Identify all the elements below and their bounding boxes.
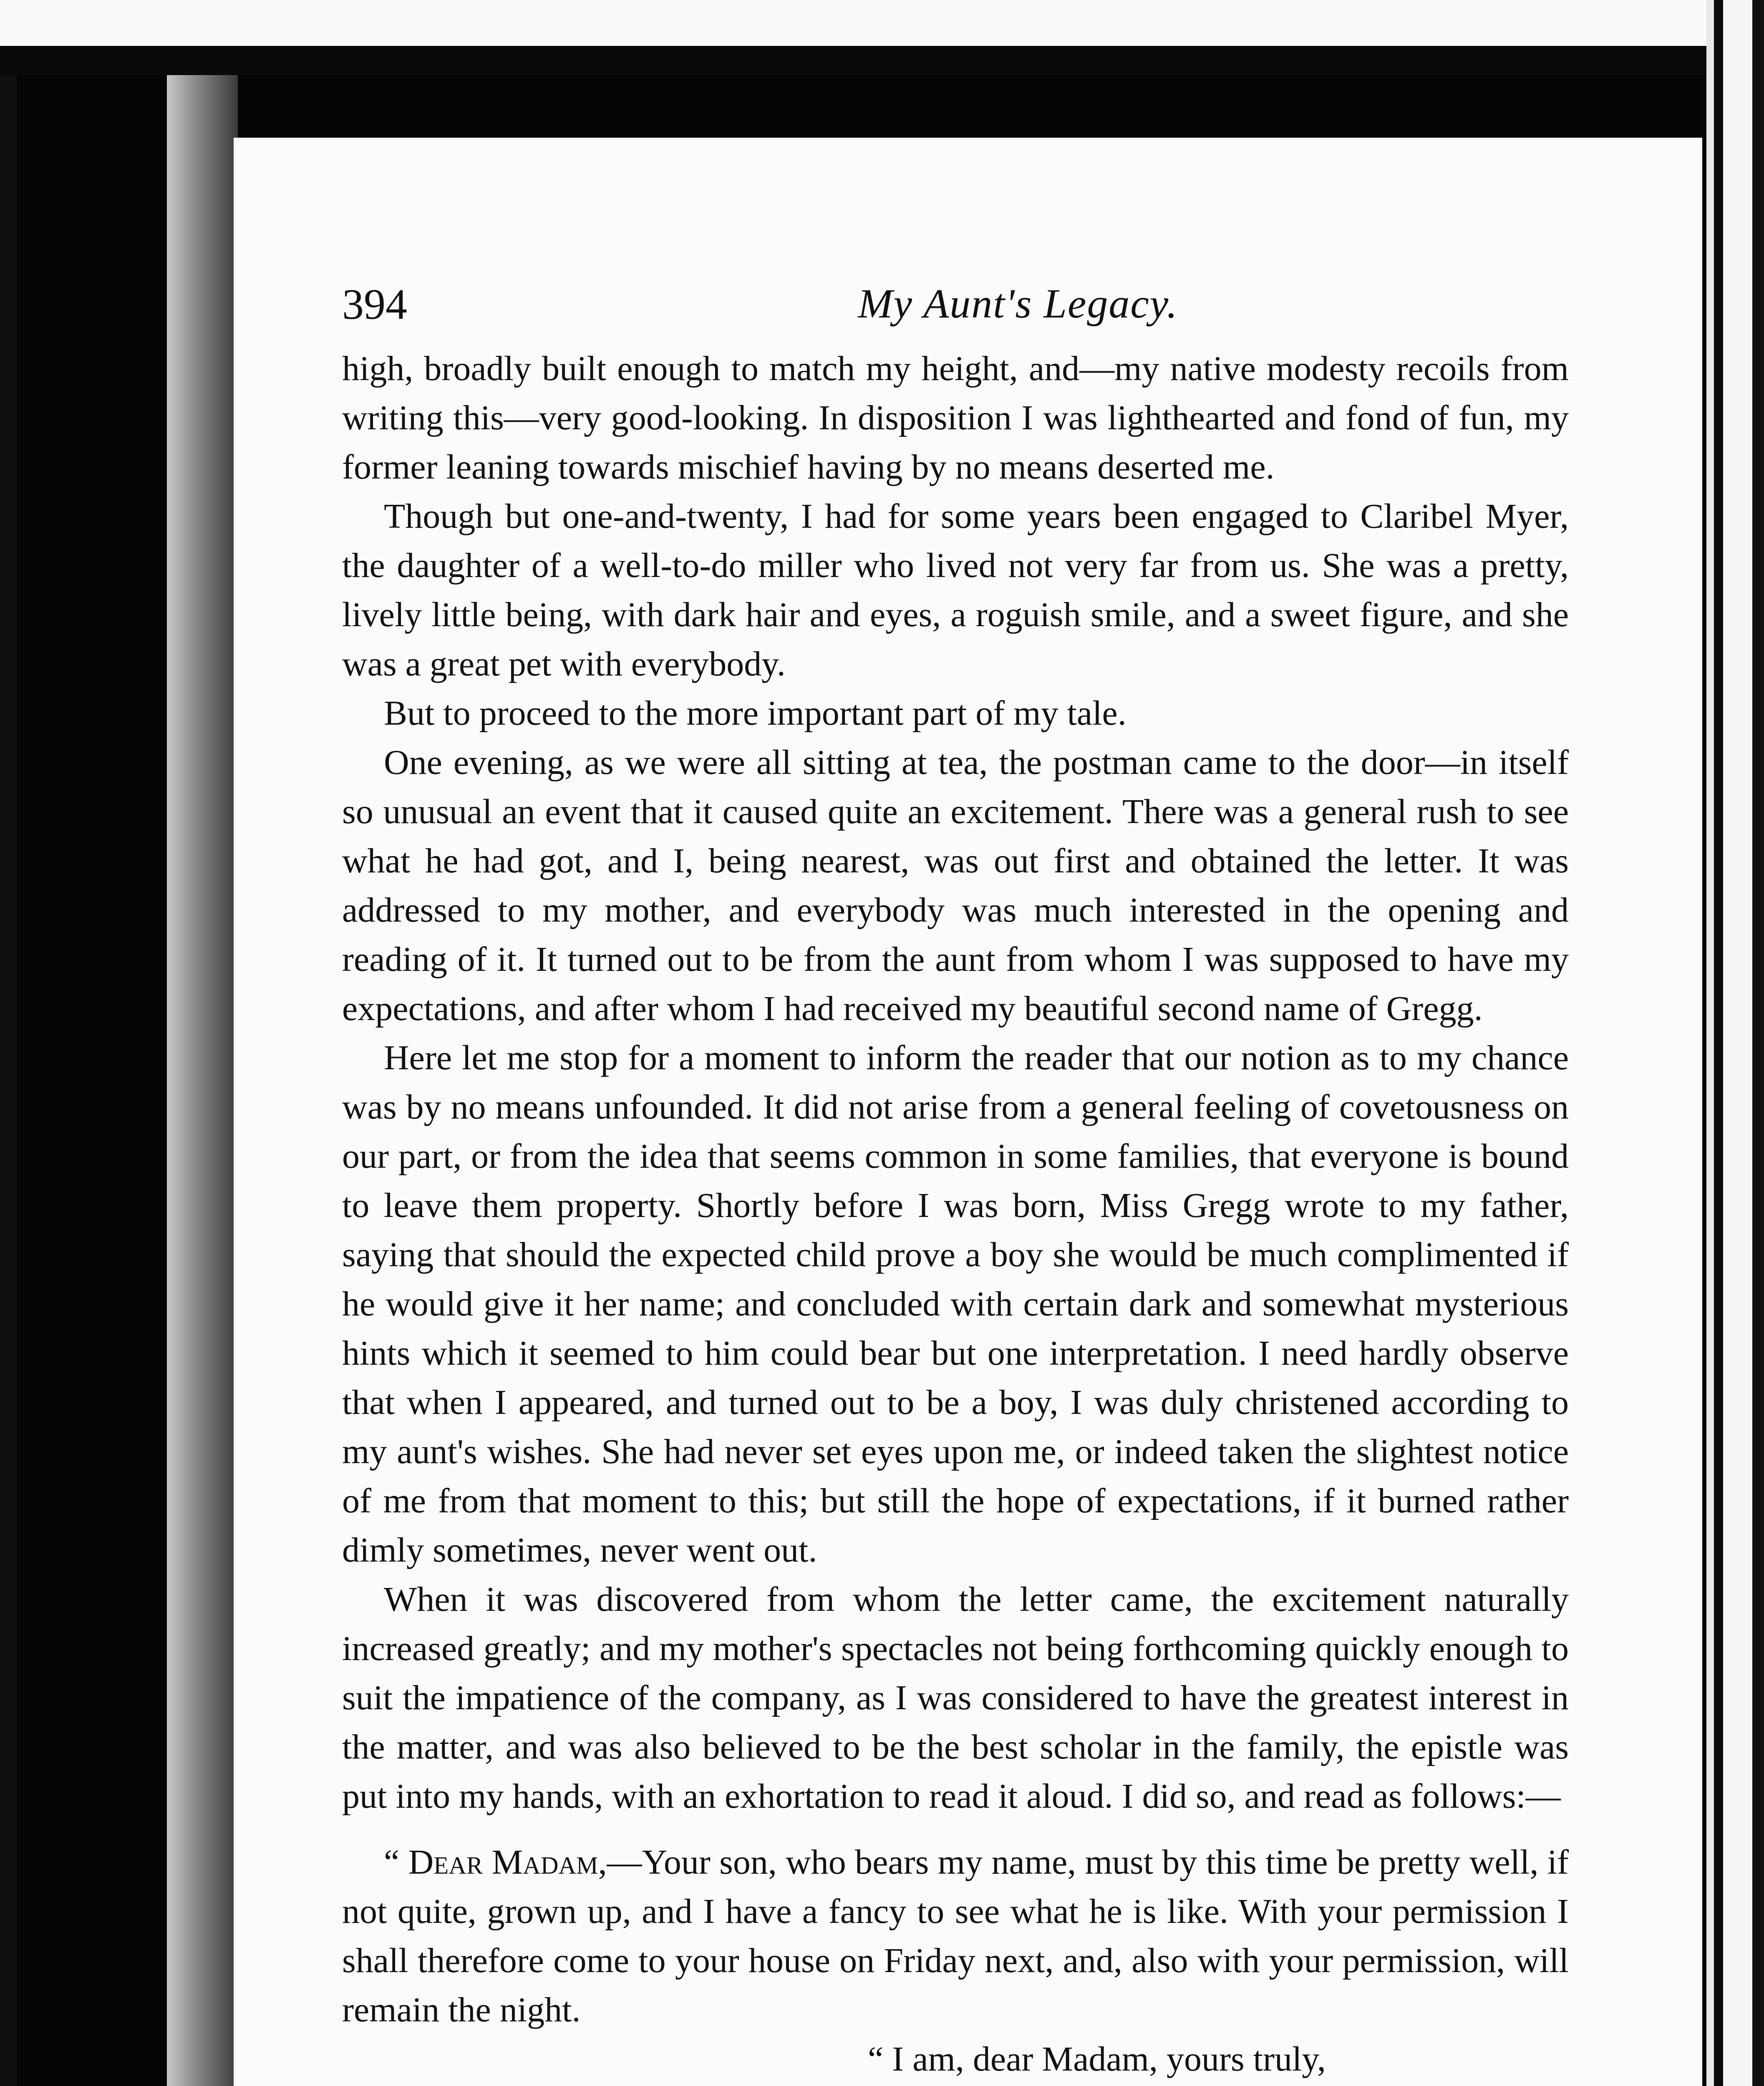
body-text [342,344,1569,2086]
scan-top-border [0,0,1764,75]
book-binding-shadow [167,75,238,2086]
adjacent-page-edge [0,0,17,2086]
book-page [234,138,1702,2086]
running-title: My Aunt's Legacy. [858,280,1178,327]
letter-signature [342,2084,1569,2086]
letter-salutation: “ Dear Madam, [384,1843,607,1882]
paragraph: high, broadly built enough to match my height, and—my native modesty recoils from writing this—very good-looking. In disposition I was lighthearted and fond of fun, my former leaning towards mischief having by no means deserted me. [342,349,1569,486]
letter-text: —Your son, who bears my name, must by this time be pretty well, if not quite, grown up, and I have a fancy to see what he is like. With your permission I shall therefore come to your house on Friday next, and, also with your permission, will remain the night. [342,1843,1569,2029]
paragraph: Though but one-and-twenty, I had for some years been engaged to Claribel Myer, the daughter of a well-to-do miller who lived not very far from us. She was a pretty, lively little being, with dark hair and eyes, a roguish smile, and a sweet figure, and she was a great pet with everybody. [342,497,1569,683]
letter-body [342,1838,1569,2035]
paragraph: When it was discovered from whom the letter came, the excitement naturally increased greatly; and my mother's spectacles not being forthcoming quickly enough to suit the impatience of the company, as I was considered to have the greatest interest in the matter, and was also believed to be the best scholar in the family, the epistle was put into my hands, with an exhortation to read it aloud. I did so, and read as follows:— [342,1580,1569,1816]
paragraph: One evening, as we were all sitting at tea, the postman came to the door—in itself so unusual an event that it caused quite an excitement. There was a general rush to see what he had got, and I, being nearest, was out first and obtained the letter. It was addressed to my mother, and everybody was much interested in the opening and reading of it. It turned out to be from the aunt from whom I was supposed to have my expectations, and after whom I had received my beautiful second name of Gregg. [342,743,1569,1028]
paragraph: Here let me stop for a moment to inform the reader that our notion as to my chance was by no means unfounded. It did not arise from a general feeling of covetousness on our part, or from the idea that seems common in some families, that everyone is bound to leave them property. Shortly before I was born, Miss Gregg wrote to my father, saying that should the expected child prove a boy she would be much complimented if he would give it her name; and concluded with certain dark and somewhat mysterious hints which it seemed to him could bear but one interpretation. I need hardly observe that when I appeared, and turned out to be a boy, I was duly christened according to my aunt's wishes. She had never set eyes upon me, or indeed taken the slightest notice of me from that moment to this; but still the hope of expectations, if it burned rather dimly sometimes, never went out. [342,1038,1569,1570]
letter-closing: “ I am, dear Madam, yours truly, [868,2040,1326,2078]
page-number: 394 [342,280,407,328]
paragraph: But to proceed to the more important part of my tale. [384,694,1126,733]
running-head [342,280,1694,338]
scan-right-border [1706,0,1764,2086]
